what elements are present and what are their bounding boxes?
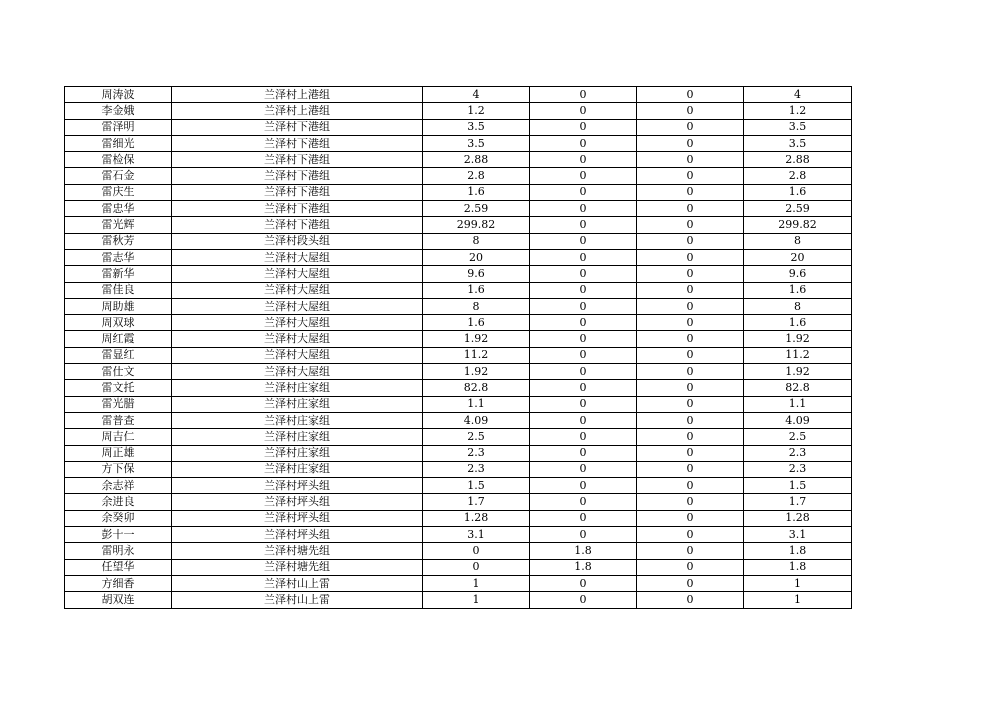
location-cell: 兰泽村庄家组 — [172, 412, 423, 428]
location-cell: 兰泽村庄家组 — [172, 445, 423, 461]
value-b-cell: 0 — [530, 461, 637, 477]
table-row — [65, 135, 852, 151]
value-c-cell: 0 — [637, 461, 744, 477]
location-cell: 兰泽村下港组 — [172, 201, 423, 217]
value-a-cell: 3.5 — [423, 119, 530, 135]
value-c-cell: 0 — [637, 380, 744, 396]
name-cell: 雷泽明 — [65, 119, 172, 135]
total-cell: 1.92 — [744, 364, 852, 380]
value-c-cell: 0 — [637, 119, 744, 135]
total-cell: 1 — [744, 592, 852, 608]
total-cell: 1.7 — [744, 494, 852, 510]
value-c-cell: 0 — [637, 412, 744, 428]
total-cell: 1.6 — [744, 282, 852, 298]
value-b-cell: 0 — [530, 103, 637, 119]
name-cell: 雷细光 — [65, 135, 172, 151]
total-cell: 3.5 — [744, 119, 852, 135]
value-b-cell: 0 — [530, 396, 637, 412]
table-row — [65, 592, 852, 608]
value-b-cell: 0 — [530, 217, 637, 233]
name-cell: 胡双连 — [65, 592, 172, 608]
value-a-cell: 4.09 — [423, 412, 530, 428]
name-cell: 余进良 — [65, 494, 172, 510]
value-b-cell: 0 — [530, 331, 637, 347]
total-cell: 11.2 — [744, 347, 852, 363]
table-row — [65, 494, 852, 510]
table-row — [65, 249, 852, 265]
value-c-cell: 0 — [637, 103, 744, 119]
value-b-cell: 0 — [530, 168, 637, 184]
value-a-cell: 2.88 — [423, 152, 530, 168]
name-cell: 雷显红 — [65, 347, 172, 363]
value-a-cell: 1 — [423, 575, 530, 591]
name-cell: 周涛波 — [65, 87, 172, 103]
name-cell: 方细香 — [65, 575, 172, 591]
value-a-cell: 1.6 — [423, 315, 530, 331]
total-cell: 2.5 — [744, 429, 852, 445]
location-cell: 兰泽村大屋组 — [172, 298, 423, 314]
value-b-cell: 0 — [530, 266, 637, 282]
total-cell: 1.5 — [744, 478, 852, 494]
value-b-cell: 0 — [530, 510, 637, 526]
total-cell: 3.5 — [744, 135, 852, 151]
value-b-cell: 0 — [530, 233, 637, 249]
name-cell: 雷普查 — [65, 412, 172, 428]
value-c-cell: 0 — [637, 282, 744, 298]
total-cell: 2.88 — [744, 152, 852, 168]
value-b-cell: 0 — [530, 494, 637, 510]
table-row — [65, 331, 852, 347]
name-cell: 任望华 — [65, 559, 172, 575]
location-cell: 兰泽村下港组 — [172, 184, 423, 200]
table-row — [65, 233, 852, 249]
value-c-cell: 0 — [637, 135, 744, 151]
table-row — [65, 380, 852, 396]
value-b-cell: 0 — [530, 298, 637, 314]
table-row — [65, 87, 852, 103]
value-a-cell: 0 — [423, 543, 530, 559]
name-cell: 雷光腊 — [65, 396, 172, 412]
table-row — [65, 510, 852, 526]
location-cell: 兰泽村大屋组 — [172, 249, 423, 265]
table-row — [65, 201, 852, 217]
table-row — [65, 119, 852, 135]
table-row — [65, 543, 852, 559]
total-cell: 299.82 — [744, 217, 852, 233]
total-cell: 9.6 — [744, 266, 852, 282]
location-cell: 兰泽村坪头组 — [172, 494, 423, 510]
value-a-cell: 1 — [423, 592, 530, 608]
value-a-cell: 1.5 — [423, 478, 530, 494]
value-c-cell: 0 — [637, 168, 744, 184]
location-cell: 兰泽村山上雷 — [172, 575, 423, 591]
value-a-cell: 1.1 — [423, 396, 530, 412]
location-cell: 兰泽村下港组 — [172, 135, 423, 151]
value-c-cell: 0 — [637, 575, 744, 591]
total-cell: 2.8 — [744, 168, 852, 184]
value-a-cell: 1.7 — [423, 494, 530, 510]
value-b-cell: 0 — [530, 478, 637, 494]
name-cell: 余癸卯 — [65, 510, 172, 526]
name-cell: 周双球 — [65, 315, 172, 331]
value-c-cell: 0 — [637, 298, 744, 314]
name-cell: 雷明永 — [65, 543, 172, 559]
table-row — [65, 168, 852, 184]
location-cell: 兰泽村大屋组 — [172, 331, 423, 347]
name-cell: 李金娥 — [65, 103, 172, 119]
value-b-cell: 0 — [530, 575, 637, 591]
value-c-cell: 0 — [637, 364, 744, 380]
total-cell: 1.28 — [744, 510, 852, 526]
value-a-cell: 3.1 — [423, 527, 530, 543]
location-cell: 兰泽村坪头组 — [172, 510, 423, 526]
value-b-cell: 0 — [530, 282, 637, 298]
value-c-cell: 0 — [637, 331, 744, 347]
table-row — [65, 429, 852, 445]
table-row — [65, 217, 852, 233]
location-cell: 兰泽村庄家组 — [172, 461, 423, 477]
value-c-cell: 0 — [637, 592, 744, 608]
value-b-cell: 1.8 — [530, 543, 637, 559]
location-cell: 兰泽村庄家组 — [172, 429, 423, 445]
value-b-cell: 0 — [530, 135, 637, 151]
location-cell: 兰泽村塘先组 — [172, 559, 423, 575]
value-b-cell: 0 — [530, 445, 637, 461]
value-c-cell: 0 — [637, 478, 744, 494]
value-c-cell: 0 — [637, 233, 744, 249]
value-a-cell: 299.82 — [423, 217, 530, 233]
value-b-cell: 0 — [530, 347, 637, 363]
value-a-cell: 1.28 — [423, 510, 530, 526]
value-c-cell: 0 — [637, 543, 744, 559]
name-cell: 雷仕文 — [65, 364, 172, 380]
value-c-cell: 0 — [637, 445, 744, 461]
table-row — [65, 527, 852, 543]
location-cell: 兰泽村上港组 — [172, 103, 423, 119]
table-row — [65, 103, 852, 119]
value-c-cell: 0 — [637, 217, 744, 233]
location-cell: 兰泽村下港组 — [172, 152, 423, 168]
value-b-cell: 0 — [530, 201, 637, 217]
location-cell: 兰泽村坪头组 — [172, 527, 423, 543]
value-a-cell: 8 — [423, 233, 530, 249]
value-a-cell: 1.92 — [423, 364, 530, 380]
name-cell: 彭十一 — [65, 527, 172, 543]
table-row — [65, 575, 852, 591]
total-cell: 1.1 — [744, 396, 852, 412]
table-row — [65, 315, 852, 331]
table-row — [65, 266, 852, 282]
value-a-cell: 9.6 — [423, 266, 530, 282]
name-cell: 雷新华 — [65, 266, 172, 282]
value-b-cell: 0 — [530, 119, 637, 135]
total-cell: 2.59 — [744, 201, 852, 217]
value-b-cell: 0 — [530, 592, 637, 608]
value-c-cell: 0 — [637, 266, 744, 282]
value-a-cell: 2.3 — [423, 461, 530, 477]
name-cell: 周正雄 — [65, 445, 172, 461]
table-row — [65, 412, 852, 428]
value-a-cell: 1.6 — [423, 184, 530, 200]
value-a-cell: 0 — [423, 559, 530, 575]
total-cell: 8 — [744, 233, 852, 249]
table-row — [65, 347, 852, 363]
location-cell: 兰泽村大屋组 — [172, 315, 423, 331]
value-a-cell: 8 — [423, 298, 530, 314]
value-a-cell: 1.6 — [423, 282, 530, 298]
location-cell: 兰泽村段头组 — [172, 233, 423, 249]
total-cell: 8 — [744, 298, 852, 314]
name-cell: 雷忠华 — [65, 201, 172, 217]
value-a-cell: 1.2 — [423, 103, 530, 119]
total-cell: 3.1 — [744, 527, 852, 543]
total-cell: 1.6 — [744, 315, 852, 331]
value-c-cell: 0 — [637, 510, 744, 526]
location-cell: 兰泽村庄家组 — [172, 396, 423, 412]
name-cell: 周吉仁 — [65, 429, 172, 445]
location-cell: 兰泽村大屋组 — [172, 347, 423, 363]
value-c-cell: 0 — [637, 559, 744, 575]
value-c-cell: 0 — [637, 184, 744, 200]
location-cell: 兰泽村坪头组 — [172, 478, 423, 494]
location-cell: 兰泽村下港组 — [172, 119, 423, 135]
value-b-cell: 0 — [530, 429, 637, 445]
total-cell: 1.8 — [744, 559, 852, 575]
total-cell: 20 — [744, 249, 852, 265]
table-row — [65, 396, 852, 412]
total-cell: 2.3 — [744, 445, 852, 461]
name-cell: 雷文托 — [65, 380, 172, 396]
name-cell: 雷佳良 — [65, 282, 172, 298]
table-row — [65, 445, 852, 461]
value-c-cell: 0 — [637, 152, 744, 168]
value-b-cell: 0 — [530, 152, 637, 168]
total-cell: 1.6 — [744, 184, 852, 200]
value-b-cell: 0 — [530, 315, 637, 331]
table-body — [65, 87, 852, 609]
total-cell: 1.8 — [744, 543, 852, 559]
value-a-cell: 2.59 — [423, 201, 530, 217]
value-c-cell: 0 — [637, 87, 744, 103]
name-cell: 雷秋芳 — [65, 233, 172, 249]
total-cell: 4 — [744, 87, 852, 103]
value-c-cell: 0 — [637, 494, 744, 510]
table-row — [65, 184, 852, 200]
value-a-cell: 2.5 — [423, 429, 530, 445]
name-cell: 余志祥 — [65, 478, 172, 494]
value-a-cell: 11.2 — [423, 347, 530, 363]
name-cell: 雷检保 — [65, 152, 172, 168]
value-c-cell: 0 — [637, 527, 744, 543]
value-a-cell: 20 — [423, 249, 530, 265]
value-a-cell: 4 — [423, 87, 530, 103]
value-b-cell: 0 — [530, 249, 637, 265]
location-cell: 兰泽村大屋组 — [172, 282, 423, 298]
location-cell: 兰泽村上港组 — [172, 87, 423, 103]
total-cell: 1 — [744, 575, 852, 591]
value-b-cell: 0 — [530, 87, 637, 103]
value-a-cell: 3.5 — [423, 135, 530, 151]
location-cell: 兰泽村庄家组 — [172, 380, 423, 396]
value-b-cell: 0 — [530, 364, 637, 380]
value-a-cell: 82.8 — [423, 380, 530, 396]
name-cell: 周红霞 — [65, 331, 172, 347]
value-b-cell: 1.8 — [530, 559, 637, 575]
value-a-cell: 1.92 — [423, 331, 530, 347]
table-row — [65, 364, 852, 380]
name-cell: 方下保 — [65, 461, 172, 477]
value-b-cell: 0 — [530, 184, 637, 200]
value-c-cell: 0 — [637, 347, 744, 363]
location-cell: 兰泽村下港组 — [172, 168, 423, 184]
location-cell: 兰泽村大屋组 — [172, 364, 423, 380]
name-cell: 雷石金 — [65, 168, 172, 184]
table-row — [65, 559, 852, 575]
table-row — [65, 478, 852, 494]
table-row — [65, 282, 852, 298]
value-b-cell: 0 — [530, 527, 637, 543]
total-cell: 2.3 — [744, 461, 852, 477]
value-a-cell: 2.8 — [423, 168, 530, 184]
value-c-cell: 0 — [637, 429, 744, 445]
total-cell: 82.8 — [744, 380, 852, 396]
value-c-cell: 0 — [637, 396, 744, 412]
location-cell: 兰泽村山上雷 — [172, 592, 423, 608]
name-cell: 雷庆生 — [65, 184, 172, 200]
table-row — [65, 298, 852, 314]
value-a-cell: 2.3 — [423, 445, 530, 461]
location-cell: 兰泽村下港组 — [172, 217, 423, 233]
table-row — [65, 152, 852, 168]
location-cell: 兰泽村大屋组 — [172, 266, 423, 282]
total-cell: 1.92 — [744, 331, 852, 347]
value-c-cell: 0 — [637, 201, 744, 217]
location-cell: 兰泽村塘先组 — [172, 543, 423, 559]
total-cell: 4.09 — [744, 412, 852, 428]
value-c-cell: 0 — [637, 315, 744, 331]
name-cell: 周助雄 — [65, 298, 172, 314]
name-cell: 雷光辉 — [65, 217, 172, 233]
table-row — [65, 461, 852, 477]
value-c-cell: 0 — [637, 249, 744, 265]
value-b-cell: 0 — [530, 412, 637, 428]
name-cell: 雷志华 — [65, 249, 172, 265]
value-b-cell: 0 — [530, 380, 637, 396]
total-cell: 1.2 — [744, 103, 852, 119]
data-table — [64, 86, 852, 609]
